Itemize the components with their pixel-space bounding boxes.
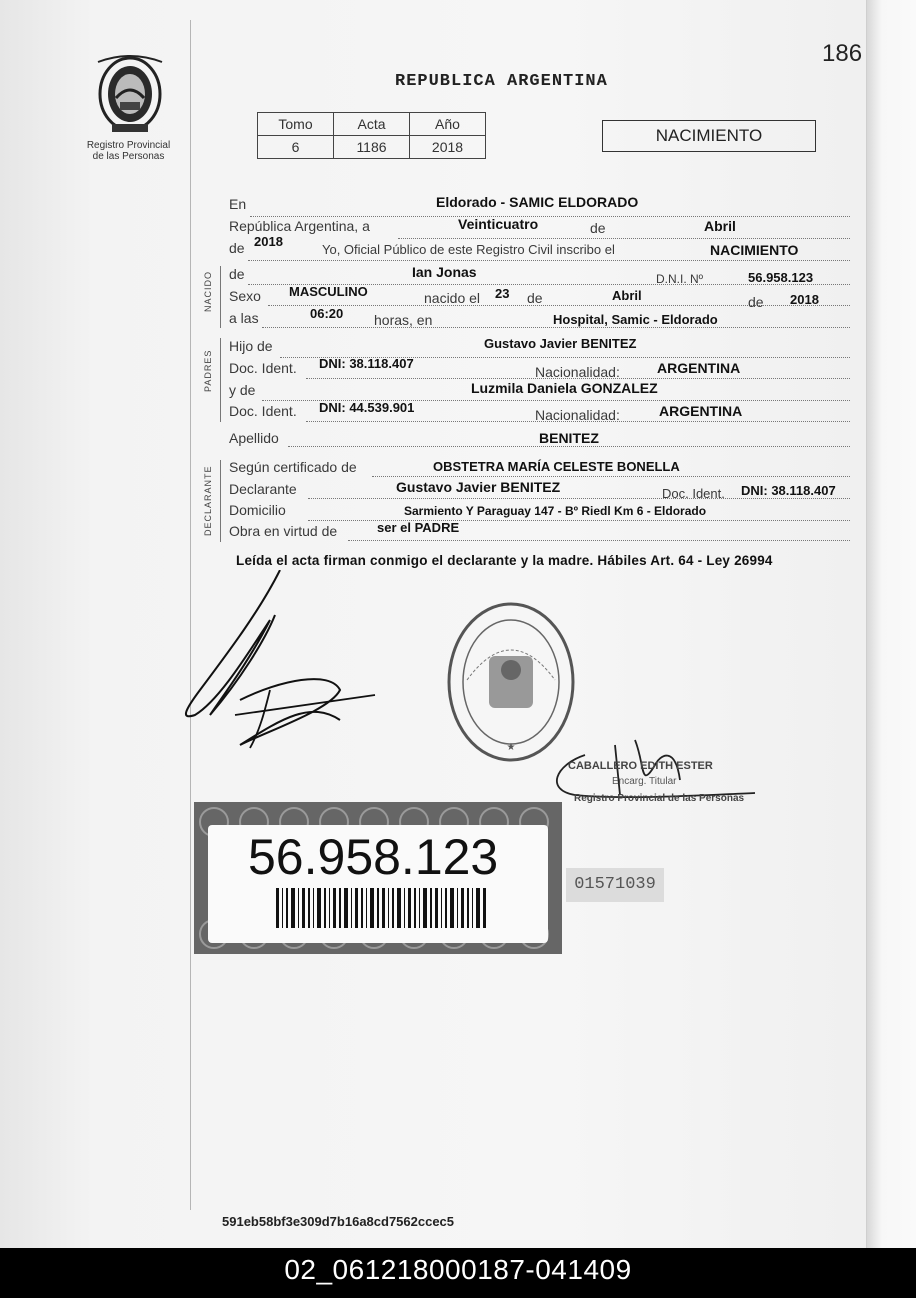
provincial-emblem-icon — [90, 52, 170, 136]
label-de-birth-year: de — [748, 294, 764, 310]
label-sex: Sexo — [229, 288, 261, 304]
place-value: Eldorado - SAMIC ELDORADO — [436, 194, 639, 210]
label-de-name: de — [229, 266, 245, 282]
barcode-icon — [276, 888, 486, 928]
label-dni: D.N.I. Nº — [656, 272, 704, 286]
month-value: Abril — [704, 218, 736, 234]
label-doc-mother: Doc. Ident. — [229, 403, 297, 419]
label-certificate: Según certificado de — [229, 459, 357, 475]
child-dni-value: 56.958.123 — [748, 270, 814, 285]
officer-office: Registro Provincial de las Personas — [574, 793, 745, 804]
declarant-name-value: Gustavo Javier BENITEZ — [396, 479, 561, 495]
label-and-of: y de — [229, 382, 256, 398]
officer-text: Yo, Oficial Público de este Registro Civil inscribo el — [322, 242, 615, 257]
birth-month-value: Abril — [612, 288, 642, 303]
document-heading: REPUBLICA ARGENTINA — [395, 72, 608, 91]
section-label-parents: PADRES — [203, 349, 213, 392]
father-doc-value: DNI: 38.118.407 — [319, 356, 414, 371]
label-hours: horas, en — [374, 312, 433, 328]
footer-id: 02_061218000187-041409 — [284, 1254, 632, 1285]
label-at: a las — [229, 310, 259, 326]
stamp-number: 01571039 — [566, 868, 664, 902]
label-nationality-mother: Nacionalidad: — [535, 407, 620, 423]
year-value: 2018 — [254, 234, 283, 249]
declarant-doc-value: DNI: 38.118.407 — [741, 483, 836, 498]
label-son-of: Hijo de — [229, 338, 273, 354]
registered-event-value: NACIMIENTO — [710, 242, 799, 258]
page-edge — [866, 0, 916, 1248]
closing-text: Leída el acta firman conmigo el declarante y la madre. Hábiles Art. 64 - Ley 26994 — [236, 553, 773, 568]
label-declarant-doc: Doc. Ident. — [662, 486, 725, 501]
birth-year-value: 2018 — [790, 292, 819, 307]
sticker-dni-number: 56.958.123 — [248, 829, 499, 885]
by-virtue-value: ser el PADRE — [377, 520, 460, 535]
label-de: de — [590, 220, 606, 236]
officer-name: CABALLERO EDITH ESTER — [568, 760, 713, 772]
label-republic: República Argentina, a — [229, 218, 370, 234]
registry-header-ano: Año — [410, 113, 486, 136]
registry-value-ano: 2018 — [410, 136, 486, 159]
label-en: En — [229, 196, 247, 212]
birth-place-value: Hospital, Samic - Eldorado — [553, 312, 718, 327]
label-de-month: de — [527, 290, 543, 306]
document-hash: 591eb58bf3e309d7b16a8cd7562ccec5 — [222, 1214, 455, 1229]
svg-text:★: ★ — [506, 742, 516, 753]
certificate-by-value: OBSTETRA MARÍA CELESTE BONELLA — [433, 459, 680, 474]
label-born: nacido el — [424, 290, 481, 306]
registry-value-tomo: 6 — [258, 136, 334, 159]
day-words-value: Veinticuatro — [458, 216, 539, 232]
logo-caption: Registro Provincial de las Personas — [86, 140, 171, 162]
label-nationality-father: Nacionalidad: — [535, 364, 620, 380]
father-nationality-value: ARGENTINA — [657, 360, 741, 376]
officer-role: Encarg. Titular — [612, 776, 677, 787]
label-by-virtue: Obra en virtud de — [229, 523, 338, 539]
page-number: 186 — [822, 40, 863, 67]
sex-value: MASCULINO — [289, 284, 368, 299]
label-surname: Apellido — [229, 430, 279, 446]
label-de-year: de — [229, 240, 245, 256]
mother-name-value: Luzmila Daniela GONZALEZ — [471, 380, 658, 396]
birth-time-value: 06:20 — [310, 306, 344, 321]
label-doc-father: Doc. Ident. — [229, 360, 297, 376]
child-name-value: Ian Jonas — [412, 264, 477, 280]
mother-nationality-value: ARGENTINA — [659, 403, 743, 419]
section-label-declarant: DECLARANTE — [203, 465, 213, 536]
registry-header-tomo: Tomo — [258, 113, 334, 136]
declarant-signature-icon — [180, 570, 380, 760]
mother-doc-value: DNI: 44.539.901 — [319, 400, 415, 415]
address-value: Sarmiento Y Paraguay 147 - Bº Riedl Km 6 - Eldorado — [404, 504, 707, 518]
father-name-value: Gustavo Javier BENITEZ — [484, 336, 637, 351]
registry-value-acta: 1186 — [334, 136, 410, 159]
registry-table — [257, 112, 486, 159]
act-type-box: NACIMIENTO — [602, 120, 816, 152]
birth-day-value: 23 — [495, 286, 510, 301]
section-label-born: NACIDO — [203, 270, 213, 312]
label-declarant: Declarante — [229, 481, 297, 497]
surname-value: BENITEZ — [539, 430, 599, 446]
label-address: Domicilio — [229, 502, 286, 518]
registry-header-acta: Acta — [334, 113, 410, 136]
